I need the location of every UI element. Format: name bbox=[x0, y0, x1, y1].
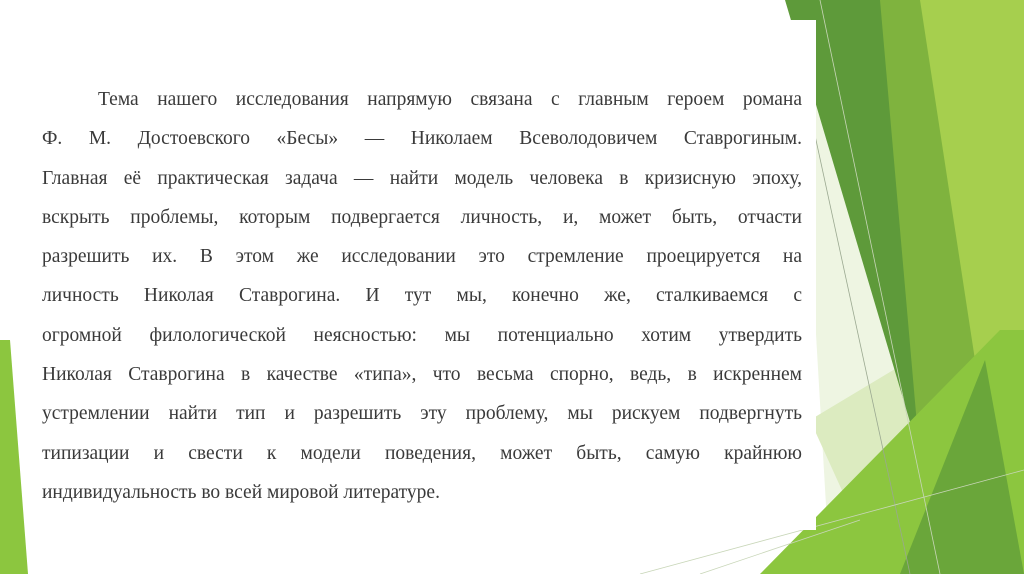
paragraph bbox=[42, 80, 802, 512]
paragraph-line: вскрыть проблемы, которым подвергается личность, и, может быть, отчасти bbox=[42, 206, 802, 228]
paragraph-line: Тема нашего исследования напрямую связана с главным героем романа bbox=[98, 89, 802, 110]
paragraph-line: Николая Ставрогина в качестве «типа», что весьма спорно, ведь, в искреннем bbox=[42, 364, 802, 386]
paragraph-line: Главная её практическая задача — найти модель человека в кризисную эпоху, bbox=[42, 167, 802, 189]
left-green-sliver bbox=[0, 340, 28, 574]
paragraph-line: Ф. М. Достоевского «Бесы» — Николаем Всеволодовичем Ставрогиным. bbox=[42, 128, 802, 150]
paragraph-line: огромной филологической неясностью: мы потенциально хотим утвердить bbox=[42, 324, 802, 346]
scanned-text-image bbox=[26, 20, 816, 530]
paragraph-line: индивидуальность во всей мировой литературе. bbox=[42, 481, 440, 503]
paragraph-line: разрешить их. В этом же исследовании это стремление проецируется на bbox=[42, 246, 802, 268]
paragraph-line: типизации и свести к модели поведения, может быть, самую крайнюю bbox=[42, 442, 802, 464]
paragraph-line: личность Николая Ставрогина. И тут мы, конечно же, сталкиваемся с bbox=[42, 285, 802, 307]
paragraph-line: устремлении найти тип и разрешить эту проблему, мы рискуем подвергнуть bbox=[42, 403, 802, 425]
